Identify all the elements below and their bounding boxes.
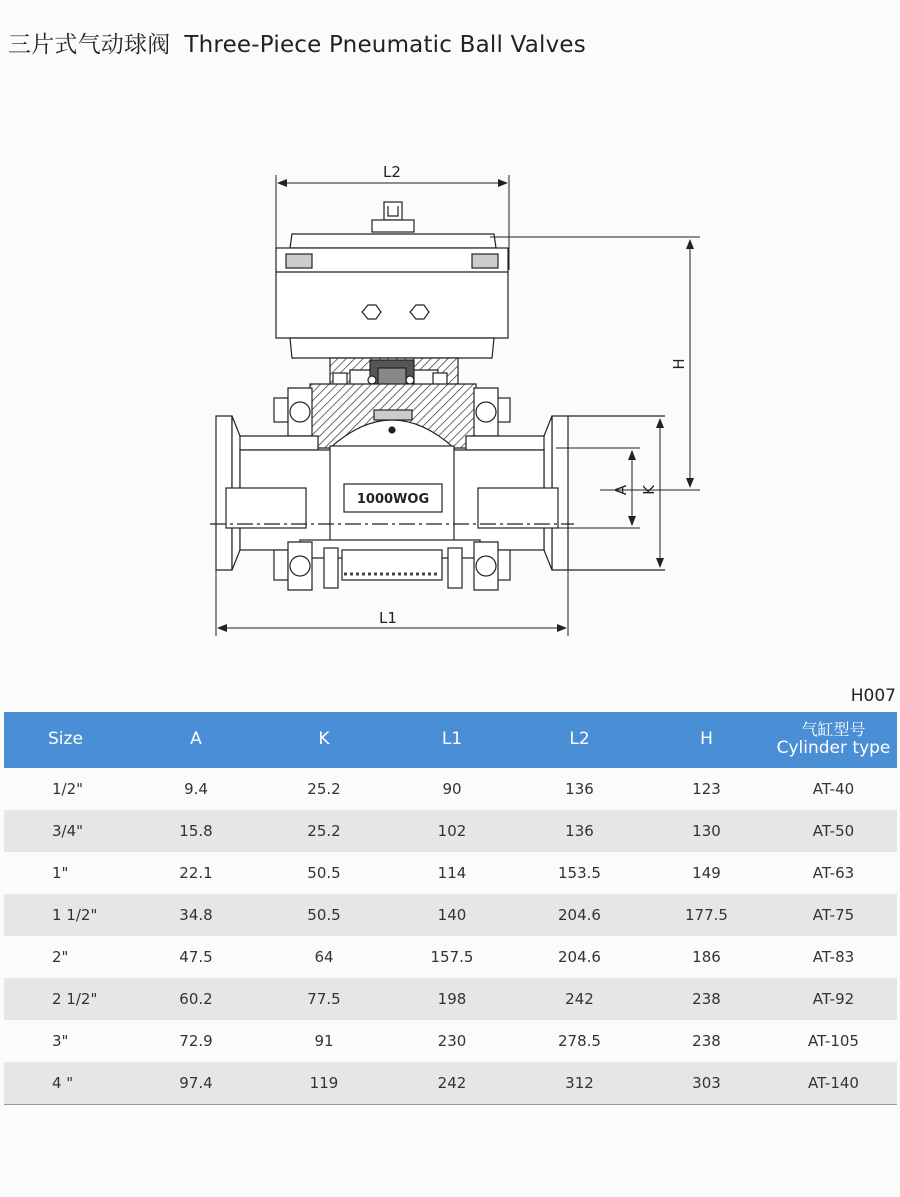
cell-l2: 242 (565, 990, 594, 1008)
cell-cylinder: AT-75 (812, 906, 855, 924)
cell-size: 1/2" (52, 780, 84, 798)
cell-k: 50.5 (307, 864, 341, 882)
table-row (4, 768, 897, 810)
cell-cylinder: AT-40 (812, 780, 855, 798)
cell-a: 34.8 (179, 906, 213, 924)
cell-a: 9.4 (184, 780, 208, 798)
cell-l1: 157.5 (430, 948, 474, 966)
cell-l2: 204.6 (558, 906, 601, 924)
cell-a: 15.8 (179, 822, 213, 840)
cell-k: 25.2 (307, 822, 341, 840)
table-row (4, 852, 897, 894)
cell-k: 91 (314, 1032, 334, 1050)
cell-h: 238 (692, 1032, 721, 1050)
cell-l1: 198 (437, 990, 467, 1008)
label-k: K (640, 485, 658, 495)
label-l1: L1 (379, 609, 397, 627)
cell-l2: 278.5 (558, 1032, 601, 1050)
header-h: H (700, 729, 713, 750)
cell-k: 50.5 (307, 906, 341, 924)
cell-k: 119 (260, 1062, 388, 1105)
cell-a: 97.4 (132, 1062, 260, 1105)
header-cylinder-type (770, 712, 897, 768)
cell-size: 2 1/2" (52, 990, 98, 1008)
title-english: Three-Piece Pneumatic Ball Valves (184, 32, 586, 58)
cell-h: 186 (692, 948, 721, 966)
cell-l1: 102 (437, 822, 467, 840)
label-h: H (670, 358, 688, 370)
cell-cylinder: AT-105 (808, 1032, 859, 1050)
cell-l2: 153.5 (558, 864, 601, 882)
cell-l2: 136 (565, 822, 594, 840)
cell-l1: 90 (442, 780, 462, 798)
table-row (4, 936, 897, 978)
cell-cylinder: AT-140 (770, 1062, 897, 1105)
cell-l2: 136 (565, 780, 594, 798)
header-size: Size (48, 729, 83, 750)
header-l1: L1 (441, 729, 463, 750)
title-chinese: 三片式气动球阀 (8, 32, 171, 58)
cell-l1: 114 (437, 864, 467, 882)
cell-h: 177.5 (685, 906, 728, 924)
cell-k: 64 (314, 948, 334, 966)
cell-k: 77.5 (307, 990, 341, 1008)
table-row (4, 1020, 897, 1062)
cell-l2: 312 (516, 1062, 643, 1105)
cell-l1: 140 (437, 906, 467, 924)
label-a: A (612, 484, 630, 496)
cell-cylinder: AT-92 (812, 990, 855, 1008)
body-marking: 1000WOG (356, 492, 430, 507)
header-cylinder-cn: 气缸型号 (801, 720, 866, 740)
header-a: A (190, 729, 202, 750)
cell-h: 238 (692, 990, 721, 1008)
page-title (8, 26, 586, 59)
header-k: K (318, 729, 330, 750)
cell-size: 2" (52, 948, 69, 966)
model-code: H007 (850, 686, 896, 706)
cell-a: 22.1 (179, 864, 213, 882)
table-header-row (4, 712, 897, 768)
pneumatic-actuator (276, 202, 508, 358)
cell-l1: 242 (388, 1062, 516, 1105)
header-cylinder-en: Cylinder type (776, 738, 891, 759)
cell-size: 4 " (4, 1062, 132, 1105)
label-l2: L2 (383, 163, 401, 181)
cell-a: 47.5 (179, 948, 213, 966)
cell-h: 123 (692, 780, 721, 798)
valve-technical-drawing (0, 150, 900, 640)
header-l2: L2 (569, 729, 590, 750)
table-row (4, 978, 897, 1020)
cell-l2: 204.6 (558, 948, 601, 966)
valve-body (210, 384, 665, 590)
cell-h: 130 (692, 822, 721, 840)
cell-size: 3/4" (52, 822, 84, 840)
cell-h: 149 (692, 864, 721, 882)
cell-h: 303 (643, 1062, 770, 1105)
cell-k: 25.2 (307, 780, 341, 798)
cell-size: 1 1/2" (52, 906, 98, 924)
cell-cylinder: AT-50 (812, 822, 855, 840)
table-row (4, 1062, 897, 1105)
cell-a: 60.2 (179, 990, 213, 1008)
table-row (4, 810, 897, 852)
cell-cylinder: AT-63 (812, 864, 855, 882)
cell-size: 1" (52, 864, 69, 882)
cell-l1: 230 (437, 1032, 467, 1050)
cell-a: 72.9 (179, 1032, 213, 1050)
specification-table (4, 712, 897, 1105)
table-row (4, 894, 897, 936)
cell-size: 3" (52, 1032, 69, 1050)
cell-cylinder: AT-83 (812, 948, 855, 966)
